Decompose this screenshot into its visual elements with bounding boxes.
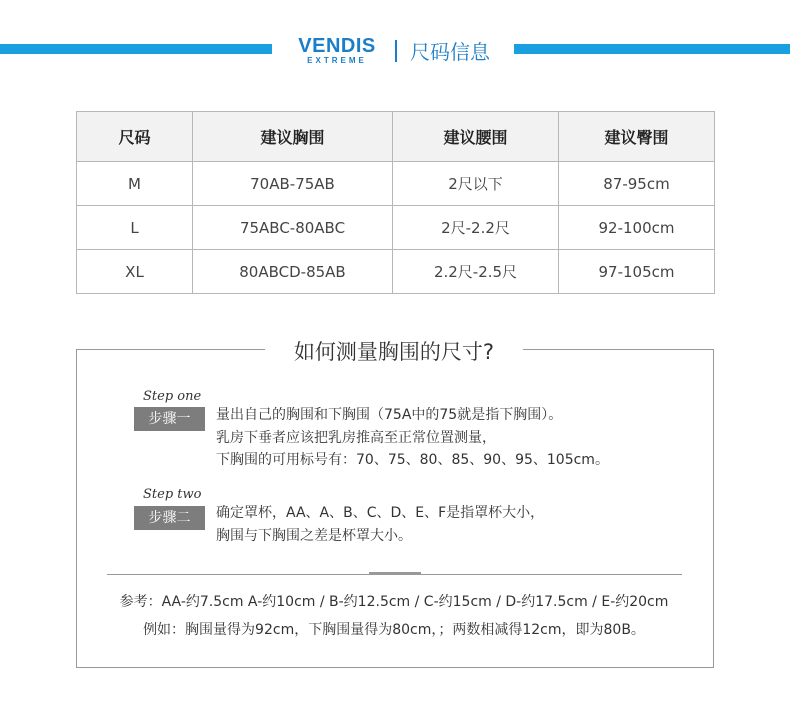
cell-hip: 97-105cm [559,250,715,294]
cell-hip: 92-100cm [559,206,715,250]
step-one-line-1: 量出自己的胸围和下胸围（75A中的75就是指下胸围）。 [216,407,563,423]
cell-size: XL [77,250,193,294]
step-one-line-2: 乳房下垂者应该把乳房推高至正常位置测量， [216,430,496,446]
page-title: 尺码信息 [410,40,490,64]
table-header-row [77,112,715,162]
header-separator [395,40,397,62]
box-top-border-left [76,349,265,350]
step-one-line-3: 下胸围的可用标号有：70、75、80、85、90、95、105cm。 [216,452,609,468]
step-one-button: 步骤一 [134,407,205,431]
cell-waist: 2尺-2.2尺 [393,206,559,250]
header-bar-right [514,44,790,54]
cell-hip: 87-95cm [559,162,715,206]
step-two-line-1: 确定罩杯，AA、A、B、C、D、E、F是指罩杯大小， [216,505,545,521]
table-row [77,162,715,206]
cell-bust: 80ABCD-85AB [193,250,393,294]
cell-waist: 2.2尺-2.5尺 [393,250,559,294]
step-one-tag: Step one [143,389,202,404]
step-two-tag: Step two [143,487,202,502]
size-table [76,111,715,294]
header-hip: 建议臀围 [559,112,715,162]
cell-bust: 75ABC-80ABC [193,206,393,250]
brand-main-text: VENDIS [298,35,376,57]
step-two-line-2: 胸围与下胸围之差是杯罩大小。 [216,528,412,544]
cell-waist: 2尺以下 [393,162,559,206]
divider-accent [369,572,421,575]
cell-size: M [77,162,193,206]
table-row [77,206,715,250]
cell-bust: 70AB-75AB [193,162,393,206]
step-two-button: 步骤二 [134,506,205,530]
header-waist: 建议腰围 [393,112,559,162]
header-bust: 建议胸围 [193,112,393,162]
cell-size: L [77,206,193,250]
header-size: 尺码 [77,112,193,162]
measure-title: 如何测量胸围的尺寸? [293,340,495,364]
table-row [77,250,715,294]
example-text: 例如：胸围量得为92cm，下胸围量得为80cm，；两数相减得12cm，即为80B。 [143,622,645,638]
header-bar-left [0,44,272,54]
reference-text: 参考：AA-约7.5cm A-约10cm / B-约12.5cm / C-约15cm / D-约17.5cm / E-约20cm [119,594,669,610]
brand-sub-text: EXTREME [307,56,367,65]
box-top-border-right [523,349,713,350]
brand-logo [292,36,382,66]
